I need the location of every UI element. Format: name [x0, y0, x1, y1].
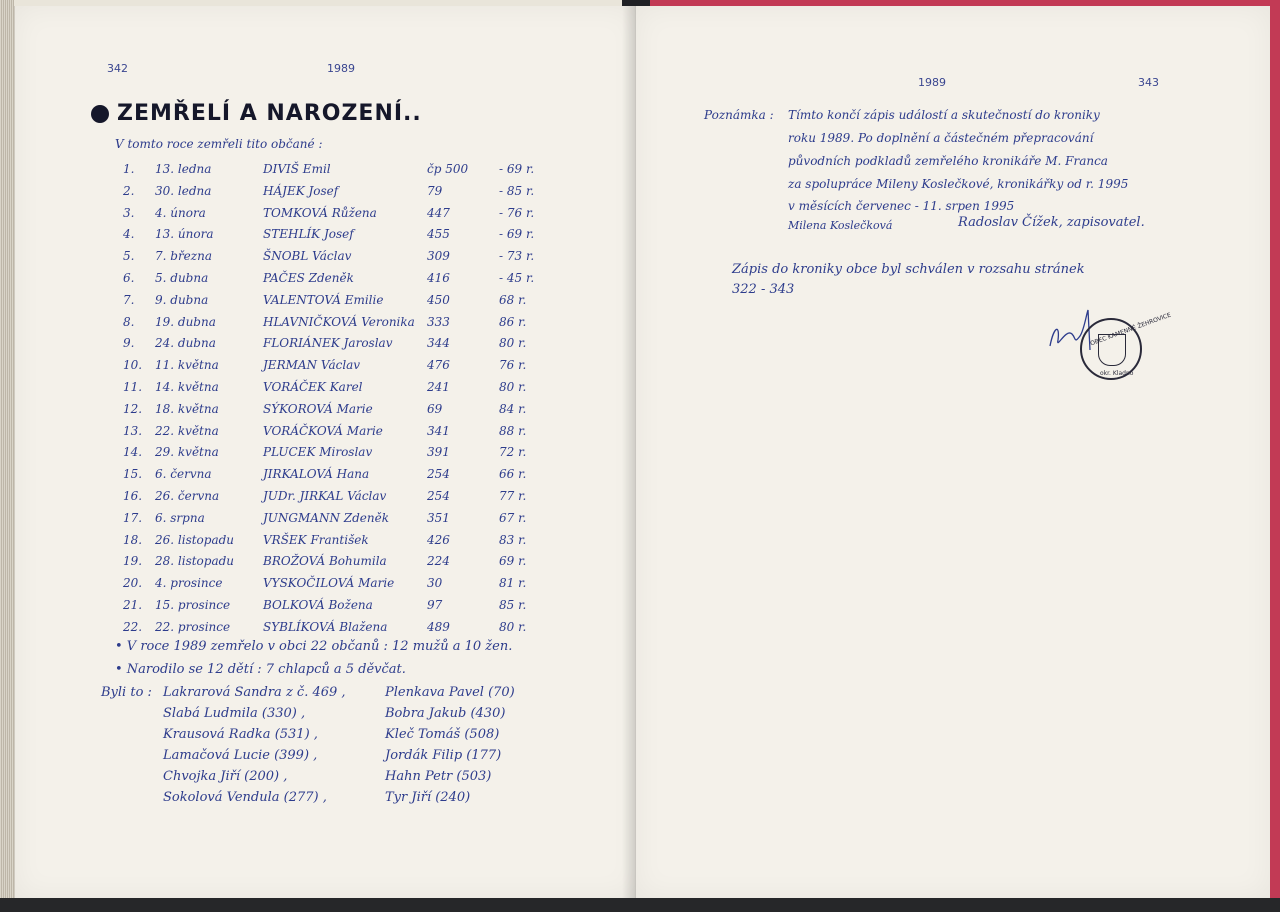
death-row [15, 358, 637, 378]
seal-shield-icon [1098, 334, 1126, 366]
death-name: JUNGMANN Zdeněk [263, 510, 389, 525]
right-page-number: 343 [1138, 76, 1159, 89]
birth-entry-right: Kleč Tomáš (508) [385, 727, 500, 742]
death-age: 80 r. [499, 619, 527, 634]
death-row [15, 184, 637, 204]
death-date: 26. června [155, 489, 220, 503]
death-name: BROŽOVÁ Bohumila [263, 554, 387, 569]
death-name: JERMAN Václav [263, 358, 361, 373]
death-no: 6. [123, 271, 135, 285]
death-age: - 76 r. [499, 205, 535, 220]
death-no: 16. [123, 489, 143, 503]
death-age: - 69 r. [499, 227, 535, 242]
death-name: DIVIŠ Emil [263, 162, 331, 176]
death-house: 416 [427, 271, 450, 285]
death-house: 309 [427, 249, 450, 264]
seal-text-top: OBEC KAMENNÉ ŽEHROVICE [1089, 311, 1172, 348]
death-house: 30 [427, 576, 443, 591]
death-date: 29. května [155, 445, 219, 460]
death-age: 88 r. [499, 423, 527, 438]
death-date: 13. ledna [155, 162, 212, 176]
death-no: 14. [123, 445, 143, 460]
death-no: 13. [123, 423, 143, 438]
death-name: HÁJEK Josef [263, 183, 339, 198]
death-name: BOLKOVÁ Božena [263, 598, 373, 612]
death-house: 333 [427, 314, 450, 329]
death-age: - 45 r. [499, 271, 535, 285]
signature-milena: Milena Koslečková [788, 219, 893, 232]
death-date: 22. prosince [155, 619, 231, 634]
death-no: 9. [123, 336, 135, 351]
death-no: 4. [123, 227, 135, 242]
death-no: 19. [123, 554, 143, 569]
death-date: 6. srpna [155, 510, 205, 525]
page-title: ZEMŘELÍ A NAROZENÍ.. [117, 101, 422, 126]
death-house: 341 [427, 423, 450, 438]
death-row [15, 271, 637, 291]
death-house: 426 [427, 532, 450, 547]
death-no: 1. [123, 162, 135, 176]
death-house: 79 [427, 183, 443, 198]
death-house: 241 [427, 380, 450, 394]
death-date: 15. prosince [155, 598, 231, 612]
death-row [15, 489, 637, 509]
death-name: STEHLÍK Josef [263, 227, 354, 242]
death-date: 14. května [155, 380, 219, 394]
death-name: VYSKOČILOVÁ Marie [263, 576, 395, 591]
death-age: 72 r. [499, 445, 527, 460]
approval-line-1: Zápis do kroniky obce byl schválen v rozsahu stránek [732, 262, 1085, 277]
death-no: 10. [123, 358, 143, 373]
death-house: 344 [427, 336, 450, 351]
death-row [15, 380, 637, 400]
death-name: VORÁČKOVÁ Marie [263, 423, 383, 438]
note-line-2: roku 1989. Po doplnění a částečném přepracování [788, 131, 1094, 145]
death-age: 84 r. [499, 401, 527, 416]
death-row [15, 227, 637, 247]
death-no: 15. [123, 467, 143, 482]
death-age: 66 r. [499, 467, 527, 482]
death-name: FLORIÁNEK Jaroslav [263, 336, 393, 351]
left-page [14, 6, 637, 898]
birth-entry-right: Jordák Filip (177) [385, 748, 502, 763]
death-name: ŠNOBL Václav [263, 249, 352, 264]
birth-entry-right: Hahn Petr (503) [385, 769, 492, 784]
right-page [636, 6, 1270, 898]
note-line-5: v měsících červenec - 11. srpen 1995 [788, 199, 1015, 213]
book-cover-red-side [1270, 0, 1280, 912]
death-date: 7. března [155, 249, 212, 264]
death-row [15, 511, 637, 531]
death-name: VORÁČEK Karel [263, 380, 363, 394]
death-row [15, 293, 637, 313]
death-name: JIRKALOVÁ Hana [263, 467, 370, 482]
death-house: 447 [427, 205, 450, 220]
deaths-intro: V tomto roce zemřeli tito občané : [115, 137, 323, 151]
death-date: 4. února [155, 205, 206, 220]
death-no: 3. [123, 205, 135, 220]
seal-text-bottom: okr. Kladno [1100, 370, 1134, 377]
left-page-year: 1989 [327, 62, 355, 75]
death-house: 450 [427, 292, 450, 307]
death-name: PAČES Zdeněk [263, 271, 354, 285]
note-line-4: za spolupráce Mileny Koslečkové, kronikářky od r. 1995 [788, 177, 1129, 191]
note-line-1: Tímto končí zápis událostí a skutečností do kroniky [788, 108, 1100, 122]
death-row [15, 445, 637, 465]
death-date: 9. dubna [155, 292, 209, 307]
death-name: HLAVNIČKOVÁ Veronika [263, 314, 415, 329]
death-name: VRŠEK František [263, 532, 369, 547]
death-row [15, 402, 637, 422]
death-date: 24. dubna [155, 336, 216, 351]
death-age: 81 r. [499, 576, 527, 591]
death-no: 18. [123, 532, 143, 547]
approval-line-2: 322 - 343 [732, 282, 795, 297]
birth-entry-right: Plenkava Pavel (70) [385, 685, 515, 700]
death-house: 489 [427, 619, 450, 634]
death-date: 30. ledna [155, 183, 212, 198]
death-house: čp 500 [427, 162, 469, 176]
left-page-number: 342 [107, 62, 128, 75]
birth-entry-right: Bobra Jakub (430) [385, 706, 506, 721]
birth-entry-left: Lamačová Lucie (399) , [163, 748, 318, 763]
death-row [15, 598, 637, 618]
death-row [15, 424, 637, 444]
death-no: 5. [123, 249, 135, 264]
death-house: 224 [427, 554, 450, 569]
deaths-summary: • V roce 1989 zemřelo v obci 22 občanů : 12 mužů a 10 žen. [115, 639, 513, 654]
death-age: 69 r. [499, 554, 527, 569]
birth-entry-left: Krausová Radka (531) , [163, 727, 318, 742]
death-house: 97 [427, 598, 443, 612]
death-name: SYBLÍKOVÁ Blažena [263, 619, 388, 634]
note-label: Poznámka : [704, 108, 774, 122]
death-name: PLUCEK Miroslav [263, 445, 373, 460]
death-row [15, 576, 637, 596]
death-date: 13. února [155, 227, 214, 242]
death-age: 83 r. [499, 532, 527, 547]
birth-entry-left: Chvojka Jiří (200) , [163, 769, 288, 784]
death-date: 26. listopadu [155, 532, 235, 547]
death-house: 69 [427, 401, 443, 416]
death-house: 254 [427, 467, 450, 482]
municipal-seal [1080, 311, 1172, 380]
death-age: - 73 r. [499, 249, 535, 264]
death-age: 67 r. [499, 510, 527, 525]
death-row [15, 620, 637, 640]
death-no: 21. [123, 598, 143, 612]
book-bottom-background [0, 898, 1280, 912]
death-name: TOMKOVÁ Růžena [263, 205, 377, 220]
birth-entry-left: Lakrarová Sandra z č. 469 , [163, 685, 346, 700]
death-row [15, 206, 637, 226]
death-row [15, 249, 637, 269]
death-row [15, 533, 637, 553]
death-age: 80 r. [499, 336, 527, 351]
death-date: 4. prosince [155, 576, 223, 591]
death-age: 77 r. [499, 489, 527, 503]
title-bullet-icon [91, 105, 109, 123]
death-row [15, 554, 637, 574]
death-age: 85 r. [499, 598, 527, 612]
death-age: 76 r. [499, 358, 527, 373]
death-date: 5. dubna [155, 271, 209, 285]
birth-entry-left: Slabá Ludmila (330) , [163, 706, 306, 721]
death-name: VALENTOVÁ Emilie [263, 292, 384, 307]
death-age: - 85 r. [499, 183, 535, 198]
birth-entry-right: Tyr Jiří (240) [385, 790, 471, 805]
death-age: 86 r. [499, 314, 527, 329]
right-page-year: 1989 [918, 76, 946, 89]
birth-entry-left: Sokolová Vendula (277) , [163, 790, 327, 805]
death-no: 8. [123, 314, 135, 329]
death-no: 11. [123, 380, 143, 394]
death-name: SÝKOROVÁ Marie [263, 401, 373, 416]
death-age: 68 r. [499, 292, 527, 307]
death-date: 19. dubna [155, 314, 216, 329]
death-name: JUDr. JIRKAL Václav [263, 489, 387, 503]
death-house: 391 [427, 445, 450, 460]
signature-radoslav: Radoslav Čížek, zapisovatel. [958, 215, 1145, 230]
death-row [15, 162, 637, 182]
death-row [15, 467, 637, 487]
death-date: 22. května [155, 423, 219, 438]
births-label: Byli to : [101, 685, 152, 700]
death-house: 351 [427, 510, 450, 525]
death-date: 11. května [155, 358, 219, 373]
death-row [15, 315, 637, 335]
death-age: - 69 r. [499, 162, 535, 176]
death-house: 476 [427, 358, 450, 373]
death-no: 2. [123, 183, 135, 198]
death-date: 28. listopadu [155, 554, 235, 569]
death-house: 455 [427, 227, 450, 242]
death-no: 20. [123, 576, 143, 591]
death-age: 80 r. [499, 380, 527, 394]
book-page-edges [0, 0, 14, 912]
death-no: 7. [123, 292, 135, 307]
note-line-3: původních podkladů zemřelého kronikáře M. Franca [788, 154, 1108, 168]
death-house: 254 [427, 489, 450, 503]
death-no: 12. [123, 401, 143, 416]
death-no: 22. [123, 619, 143, 634]
death-no: 17. [123, 510, 143, 525]
death-row [15, 336, 637, 356]
death-date: 6. června [155, 467, 212, 482]
death-date: 18. května [155, 401, 219, 416]
births-summary: • Narodilo se 12 dětí : 7 chlapců a 5 děvčat. [115, 662, 406, 677]
